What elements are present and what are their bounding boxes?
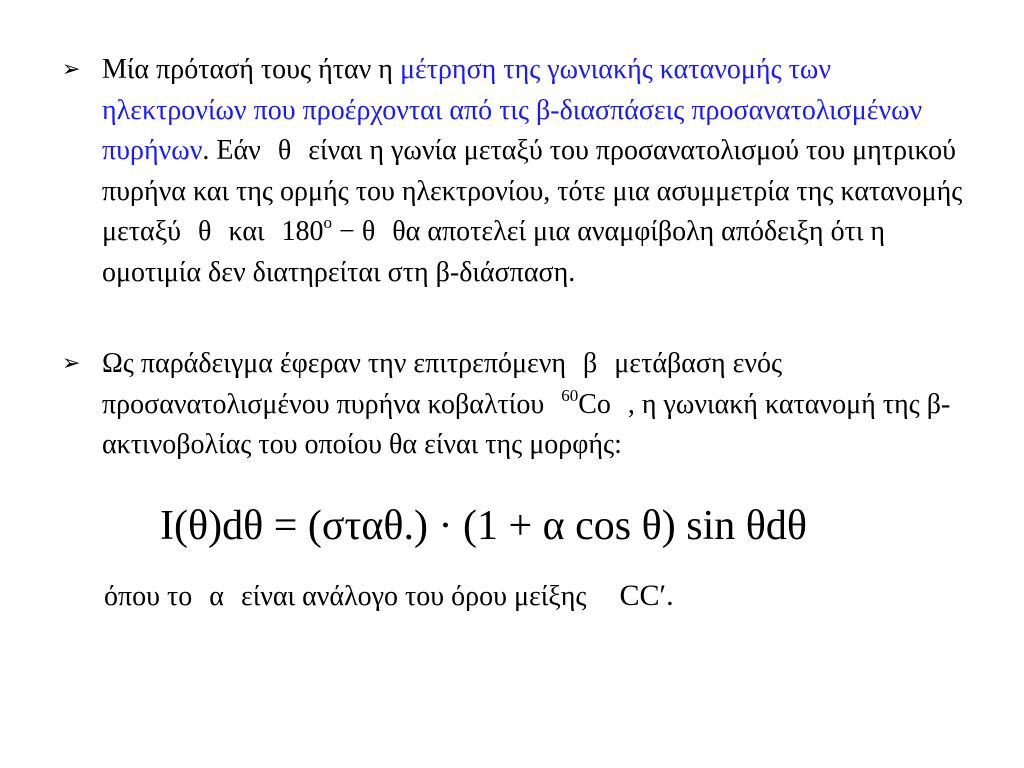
arrow-bullet-icon: ➢ [62,351,81,376]
b1-angle-degree: o [323,213,333,232]
b1-text-2: . Εάν [202,135,268,166]
b1-angle-number: 180 [281,216,324,247]
angular-distribution-formula: I(θ)dθ = (σταθ.) · (1 + α cos θ) sin θdθ [160,503,808,549]
b2-beta-symbol: β [583,348,598,379]
bullet-2-text [102,344,967,466]
b2-text-3: , η γωνιακή κατανομή της β-ακτινοβολίας του οποίου θα είναι της μορφής: [102,388,951,460]
formula-note [104,576,674,617]
b2-text-start: Ως παράδειγμα έφεραν την επιτρεπόμενη [102,348,574,379]
b1-text-3: είναι η γωνία μεταξύ του προσανατολισμού του μητρικού πυρήνα και της ορμής του ηλεκτρονίου, τότε μια ασυμμετρία της κατανομής μεταξύ [102,135,963,247]
b2-isotope [551,385,621,420]
b1-theta-symbol: θ [277,135,292,166]
arrow-bullet-icon: ➢ [62,57,81,82]
b1-angle-minus-theta: − θ [332,216,376,247]
note-text-start: όπου το [104,581,200,612]
b1-highlight: μέτρηση της γωνιακής κατανομής των ηλεκτρονίων που προέρχονται από τις β-διασπάσεις προσανατολισμένων πυρήνων [102,54,923,166]
note-text-2: είναι ανάλογο του όρου μείξης [233,581,594,612]
b2-text-2: μετάβαση ενός προσανατολισμένου πυρήνα κοβαλτίου [102,348,783,420]
b1-angle-expression [272,213,386,247]
b2-isotope-mass: 60 [561,385,579,405]
bullet-paragraph-1 [62,50,967,293]
note-cc-term: CC′. [619,579,674,612]
b1-text-5: θα αποτελεί μια αναμφίβολη απόδειξη ότι η ομοτιμία δεν διατηρείται στη [102,216,885,288]
b1-text-start: Μία πρότασή τους ήταν η [102,54,400,85]
b1-text-4: και [221,216,272,247]
b2-isotope-element: Co [578,388,611,420]
b1-text-6: β-διάσπαση. [435,256,576,288]
note-alpha-symbol: α [209,581,224,612]
bullet-1-text [102,50,967,293]
b1-theta-symbol-2: θ [198,216,212,247]
bullet-paragraph-2 [62,344,967,466]
